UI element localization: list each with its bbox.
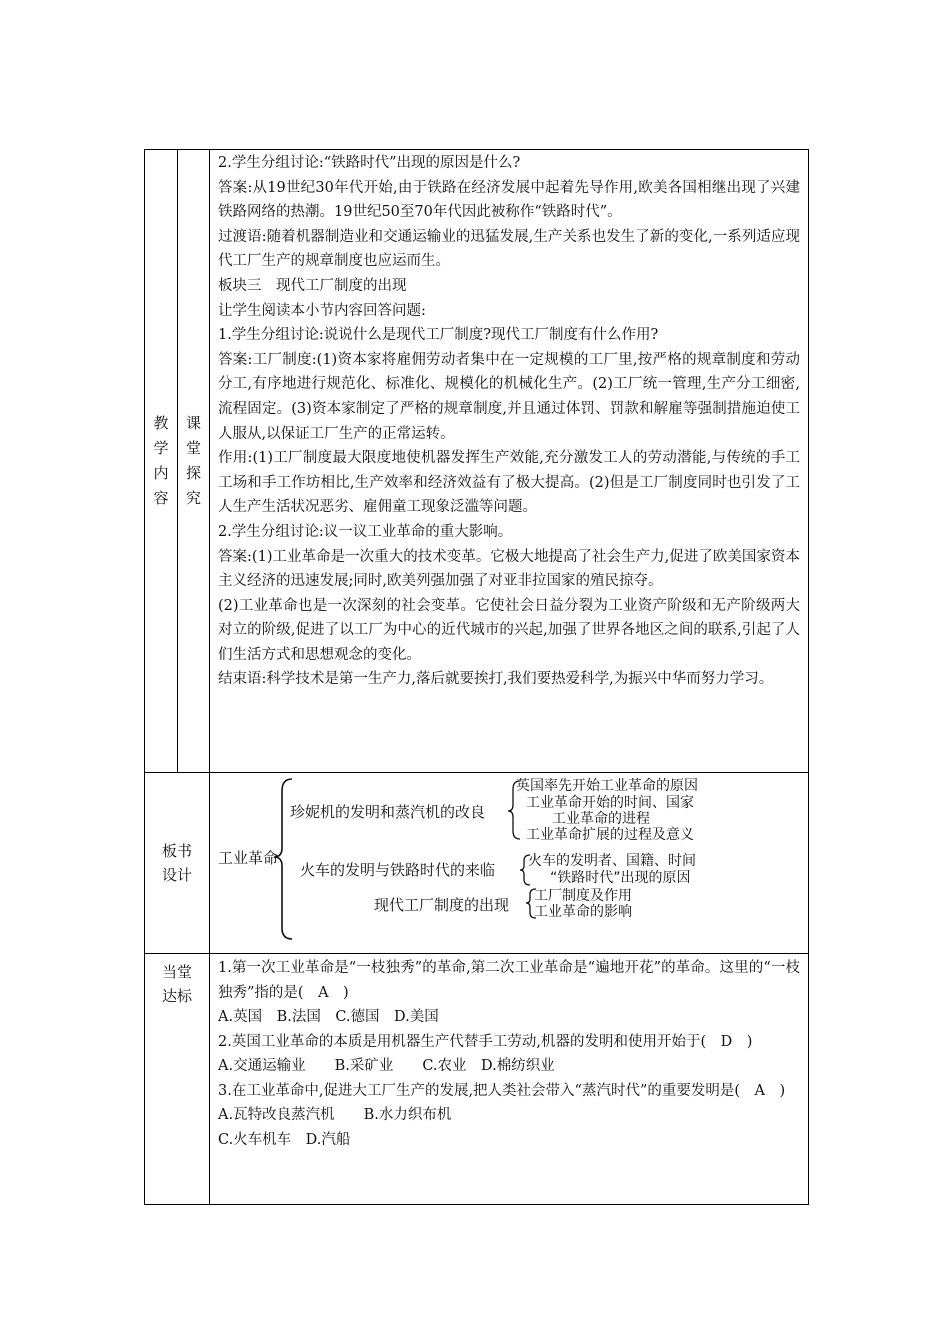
options: A.英国 B.法国 C.德国 D.美国 <box>218 1009 439 1025</box>
teaching-content-label: 教学内容 <box>153 414 169 507</box>
paragraph: 答案:(1)工业革命是一次重大的技术变革。它极大地提高了社会生产力,促进了欧美国家资本主义经济的迅速发展;同时,欧美列强加强了对亚非拉国家的殖民掠夺。 <box>218 548 800 590</box>
board-root: 工业革命 <box>218 849 279 867</box>
paragraph: 过渡语:随着机器制造业和交通运输业的迅猛发展,生产关系也发生了新的变化,一系列适应现代工厂生产的规章制度也应运而生。 <box>218 228 800 270</box>
board-branch3-item: 工厂制度及作用 <box>534 888 632 904</box>
board-branch2-item: 火车的发明者、国籍、时间 <box>528 853 696 869</box>
board-row <box>145 773 809 954</box>
exercise-label-cell <box>145 954 210 1205</box>
exercise-row <box>145 954 809 1205</box>
lesson-table <box>144 149 809 1205</box>
classroom-test-label: 当堂达标 <box>161 963 192 1005</box>
paragraph: 2.学生分组讨论:议一议工业革命的重大影响。 <box>218 523 513 540</box>
board-design-label: 板书设计 <box>161 842 192 884</box>
paragraph: 作用:(1)工厂制度最大限度地使机器发挥生产效能,充分激发工人的劳动潜能,与传统的手工工场和手工作坊相比,生产效率和经济效益有了极大提高。(2)但是工厂制度同时也引发了工人生产生活状况恶劣、雇佣童工现象泛滥等问题。 <box>218 450 800 516</box>
question: 2.英国工业革命的本质是用机器生产代替手工劳动,机器的发明和使用开始于( D ) <box>218 1033 753 1050</box>
board-branch-1: 珍妮机的发明和蒸汽机的改良 <box>290 803 486 821</box>
left-label-cell <box>145 150 178 773</box>
board-label-cell <box>145 773 210 954</box>
inquiry-text <box>210 150 808 694</box>
question: 1.第一次工业革命是“一枝独秀”的革命,第二次工业革命是“遍地开花”的革命。这里的“一枝独秀”指的是( A ) <box>218 960 800 1001</box>
inquiry-row <box>145 150 809 773</box>
board-branch1-item: 工业革命的进程 <box>552 811 650 827</box>
paragraph: 答案:从19世纪30年代开始,由于铁路在经济发展中起着先导作用,欧美各国相继出现了兴建铁路网络的热潮。19世纪50至70年代因此被称作“铁路时代”。 <box>218 179 800 221</box>
question: 3.在工业革命中,促进大工厂生产的发展,把人类社会带入“蒸汽时代”的重要发明是( A ) <box>218 1082 786 1099</box>
board-branch1-item: 工业革命开始的时间、国家 <box>526 795 694 811</box>
board-content-cell <box>210 773 809 954</box>
section-heading: 板块三 现代工厂制度的出现 <box>218 277 407 294</box>
board-diagram <box>210 773 808 953</box>
classroom-inquiry-label: 课堂探究 <box>185 414 201 507</box>
options: A.瓦特改良蒸汽机 B.水力织布机 <box>218 1107 452 1123</box>
paragraph: 让学生阅读本小节内容回答问题: <box>218 302 426 319</box>
paragraph: (2)工业革命也是一次深刻的社会变革。它使社会日益分裂为工业资产阶级和无产阶级两大对立的阶级,促进了以工厂为中心的近代城市的兴起,加强了世界各地区之间的联系,引起了人们生活方式和思想观念的变化。 <box>218 597 800 663</box>
board-branch1-item: 英国率先开始工业革命的原因 <box>516 778 698 794</box>
paragraph: 结束语:科学技术是第一生产力,落后就要挨打,我们要热爱科学,为振兴中华而努力学习。 <box>218 671 774 688</box>
paragraph: 1.学生分组讨论:说说什么是现代工厂制度?现代工厂制度有什么作用? <box>218 327 659 344</box>
board-branch3-item: 工业革命的影响 <box>534 904 632 920</box>
inquiry-content-cell <box>210 150 809 773</box>
paragraph: 答案:工厂制度:(1)资本家将雇佣劳动者集中在一定规模的工厂里,按严格的规章制度和劳动分工,有序地进行规范化、标准化、规模化的机械化生产。(2)工厂统一管理,生产分工细密,流程固定。(3)资本家制定了严格的规章制度,并且通过体罚、罚款和解雇等强制措施迫使工人服从,以保证工厂生产的正常运转。 <box>218 351 800 442</box>
paragraph: 2.学生分组讨论:“铁路时代”出现的原因是什么? <box>218 155 521 171</box>
board-branch2-item: “铁路时代”出现的原因 <box>550 870 691 886</box>
sub-label-cell <box>178 150 210 773</box>
board-branch1-item: 工业革命扩展的过程及意义 <box>526 827 694 843</box>
exercise-content-cell <box>210 954 809 1205</box>
options: C.火车机车 D.汽船 <box>218 1131 351 1148</box>
exercise-text <box>210 954 808 1156</box>
options: A.交通运输业 B.采矿业 C.农业 D.棉纺织业 <box>218 1058 555 1074</box>
board-branch-2: 火车的发明与铁路时代的来临 <box>300 861 496 879</box>
board-branch-3: 现代工厂制度的出现 <box>374 896 510 914</box>
